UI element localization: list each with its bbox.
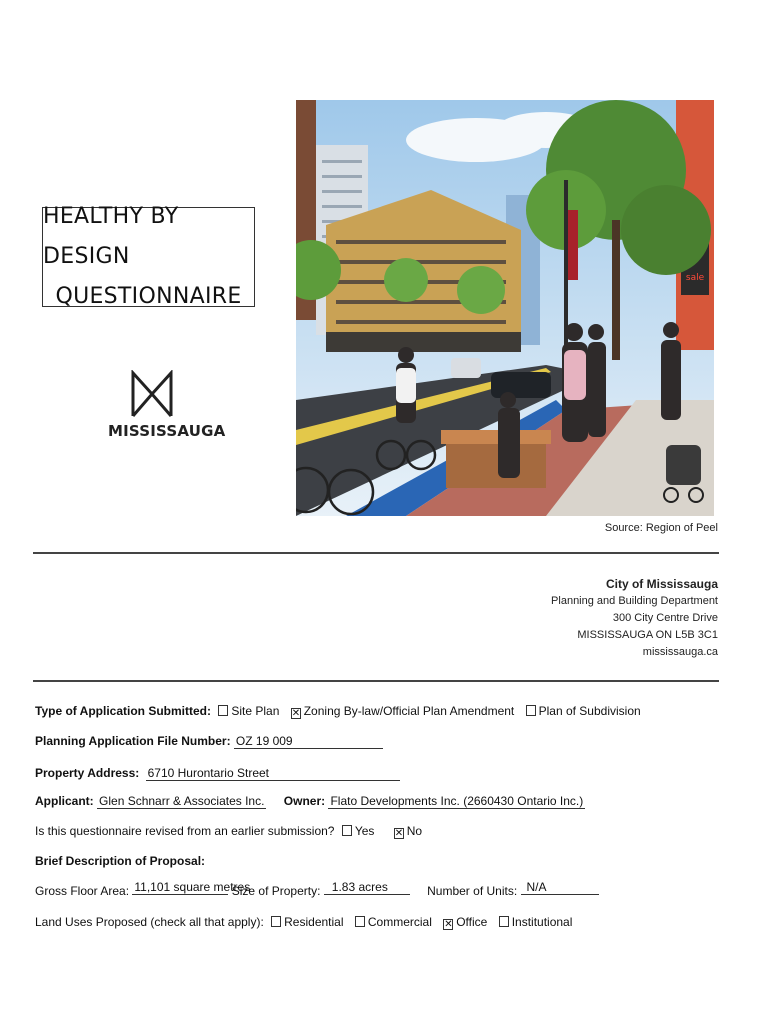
title-line-1: HEALTHY BY DESIGN [43,204,179,269]
property-size-field[interactable]: 1.83 acres [324,880,410,895]
property-address-row [35,766,400,781]
photo-caption: Source: Region of Peel [604,522,718,534]
gross-floor-area-label: Gross Floor Area: [35,884,130,898]
office-label: Office [456,915,488,929]
site-plan-label: Site Plan [231,704,280,718]
residential-label: Residential [284,915,344,929]
residential-checkbox[interactable] [271,916,281,927]
units-field[interactable]: N/A [521,880,599,895]
plan-of-subdivision-checkbox[interactable] [526,705,536,716]
proposal-metrics-row [35,880,599,899]
applicant-label: Applicant: [35,794,94,808]
revised-no-checkbox[interactable]: ✕ [394,828,404,839]
contact-web: mississauga.ca [642,646,718,658]
plan-of-subdivision-label: Plan of Subdivision [538,704,641,718]
revised-yes-checkbox[interactable] [342,825,352,836]
commercial-checkbox[interactable] [355,916,365,927]
logo-wordmark: MISSISSAUGA [108,422,226,440]
land-uses-label: Land Uses Proposed (check all that apply): [35,915,264,929]
divider-top [33,552,719,554]
brief-description-heading: Brief Description of Proposal: [35,854,206,868]
application-type-label: Type of Application Submitted: [35,704,211,718]
contact-street: 300 City Centre Drive [612,612,718,624]
institutional-checkbox[interactable] [499,916,509,927]
contact-dept: Planning and Building Department [551,595,718,607]
revised-no-label: No [406,824,423,838]
units-label: Number of Units: [427,884,518,898]
store-sign: sale [685,273,705,283]
file-number-row [35,734,383,749]
file-number-field[interactable]: OZ 19 009 [234,734,383,749]
questionnaire-title-box [42,204,255,309]
institutional-label: Institutional [511,915,573,929]
office-checkbox[interactable]: ✕ [444,919,453,930]
applicant-owner-row [35,794,585,809]
property-size-label: Size of Property: [231,884,321,898]
land-uses-row [35,915,572,930]
site-plan-checkbox[interactable] [218,705,228,716]
mississauga-logo-mark-icon [130,370,174,418]
contact-address [551,576,718,661]
revised-question: Is this questionnaire revised from an earlier submission? [35,824,335,838]
brief-description-row [35,854,205,868]
divider-bottom [33,680,719,682]
revised-yes-label: Yes [354,824,375,838]
title-line-2: QUESTIONNAIRE [55,284,242,309]
property-address-field[interactable]: 6710 Hurontario Street [146,766,400,781]
gross-floor-area-field[interactable]: 11,101 square metres [134,880,251,894]
mississauga-logo [108,370,226,440]
contact-org: City of Mississauga [605,577,718,591]
file-number-label: Planning Application File Number: [35,734,231,748]
zoning-amendment-label: Zoning By-law/Official Plan Amendment [303,704,515,718]
applicant-field[interactable]: Glen Schnarr & Associates Inc. [99,794,265,808]
commercial-label: Commercial [367,915,432,929]
property-address-label: Property Address: [35,766,140,780]
application-type-row [35,704,641,719]
zoning-amendment-checkbox[interactable]: ✕ [291,708,301,719]
streetscape-photo [296,100,714,516]
contact-city: MISSISSAUGA ON L5B 3C1 [577,629,718,641]
owner-field[interactable]: Flato Developments Inc. (2660430 Ontario Inc.) [330,794,584,808]
owner-label: Owner: [283,794,326,808]
revised-row [35,824,422,839]
